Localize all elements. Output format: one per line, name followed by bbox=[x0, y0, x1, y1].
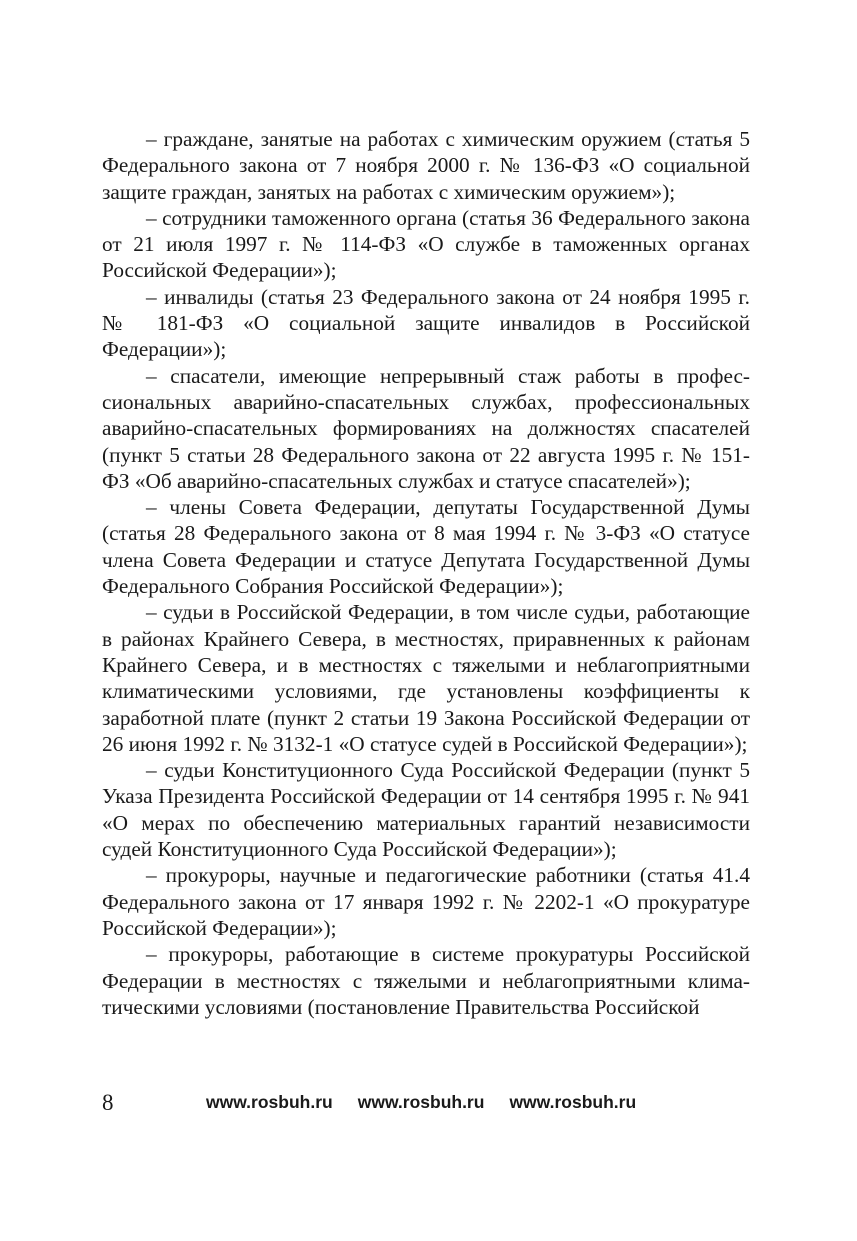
paragraph-federation-council: – члены Совета Федерации, депутаты Государственной Думы (статья 28 Федерального закона от 8 мая 1994 г. № 3-ФЗ «О статусе члена Совета Федерации и статусе Депутата Государственной Думы Федерального Собрания Российской Федерации»); bbox=[102, 495, 750, 599]
paragraph-rescuers: – спасатели, имеющие непрерывный стаж работы в профессиональных аварийно-спасательных службах, профессиональных аварийно-спасательных формированиях на должностях спасателей (пункт 5 статьи 28 Федерального закона от 22 августа 1995 г. № 151-ФЗ «Об аварийно-спасательных службах и статусе спасателей»); bbox=[102, 363, 750, 493]
footer-links bbox=[206, 1092, 661, 1113]
page-body bbox=[102, 126, 750, 1020]
paragraph-judges: – судьи в Российской Федерации, в том числе судьи, работающие в районах Крайнего Севера, в местностях, приравненных к районам Крайнего Севера, и в местностях с тяжелыми и неблагоприятными климатическими условиями, где установлены коэффициенты к заработной плате (пункт 2 статьи 19 Закона Российской Федерации от 26 июня 1992 г. № 3132-1 «О статусе судей в Российской Федерации»); bbox=[102, 600, 750, 756]
paragraph-disabled-persons: – инвалиды (статья 23 Федерального закона от 24 ноября 1995 г. № 181-ФЗ «О социальной защите инвалидов в Российской Федерации»); bbox=[102, 284, 750, 362]
footer-link[interactable]: www.rosbuh.ru bbox=[206, 1092, 333, 1112]
footer-link[interactable]: www.rosbuh.ru bbox=[509, 1092, 637, 1112]
footer-link[interactable]: www.rosbuh.ru bbox=[357, 1092, 485, 1112]
paragraph-chemical-weapons: – граждане, занятые на работах с химическим оружием (статья 5 Федерального закона от 7 ноября 2000 г. № 136-ФЗ «О социальной защите граждан, занятых на работах с химическим оружием»); bbox=[102, 127, 750, 204]
paragraph-constitutional-court: – судьи Конституционного Суда Российской Федерации (пункт 5 Указа Президента Российской Федерации от 14 сентября 1995 г. № 941 «О мерах по обеспечению материальных гарантий независимости судей Конституционного Суда Российской Федерации»); bbox=[102, 758, 750, 862]
page-footer bbox=[102, 1090, 750, 1120]
paragraph-customs-officers: – сотрудники таможенного органа (статья 36 Федерального закона от 21 июля 1997 г. № 114-ФЗ «О службе в таможенных органах Российской Федерации»); bbox=[102, 205, 750, 283]
page-number: 8 bbox=[102, 1090, 114, 1115]
paragraph-prosecutors-north: – прокуроры, работающие в системе прокуратуры Российской Федерации в местностях с тяжелыми и неблагоприятными климатическими условиями (постановление Правительства Российской bbox=[102, 942, 750, 1019]
paragraph-prosecutors-scientists: – прокуроры, научные и педагогические работники (статья 41.4 Федерального закона от 17 января 1992 г. № 2202-1 «О прокуратуре Российской Федерации»); bbox=[102, 863, 750, 940]
